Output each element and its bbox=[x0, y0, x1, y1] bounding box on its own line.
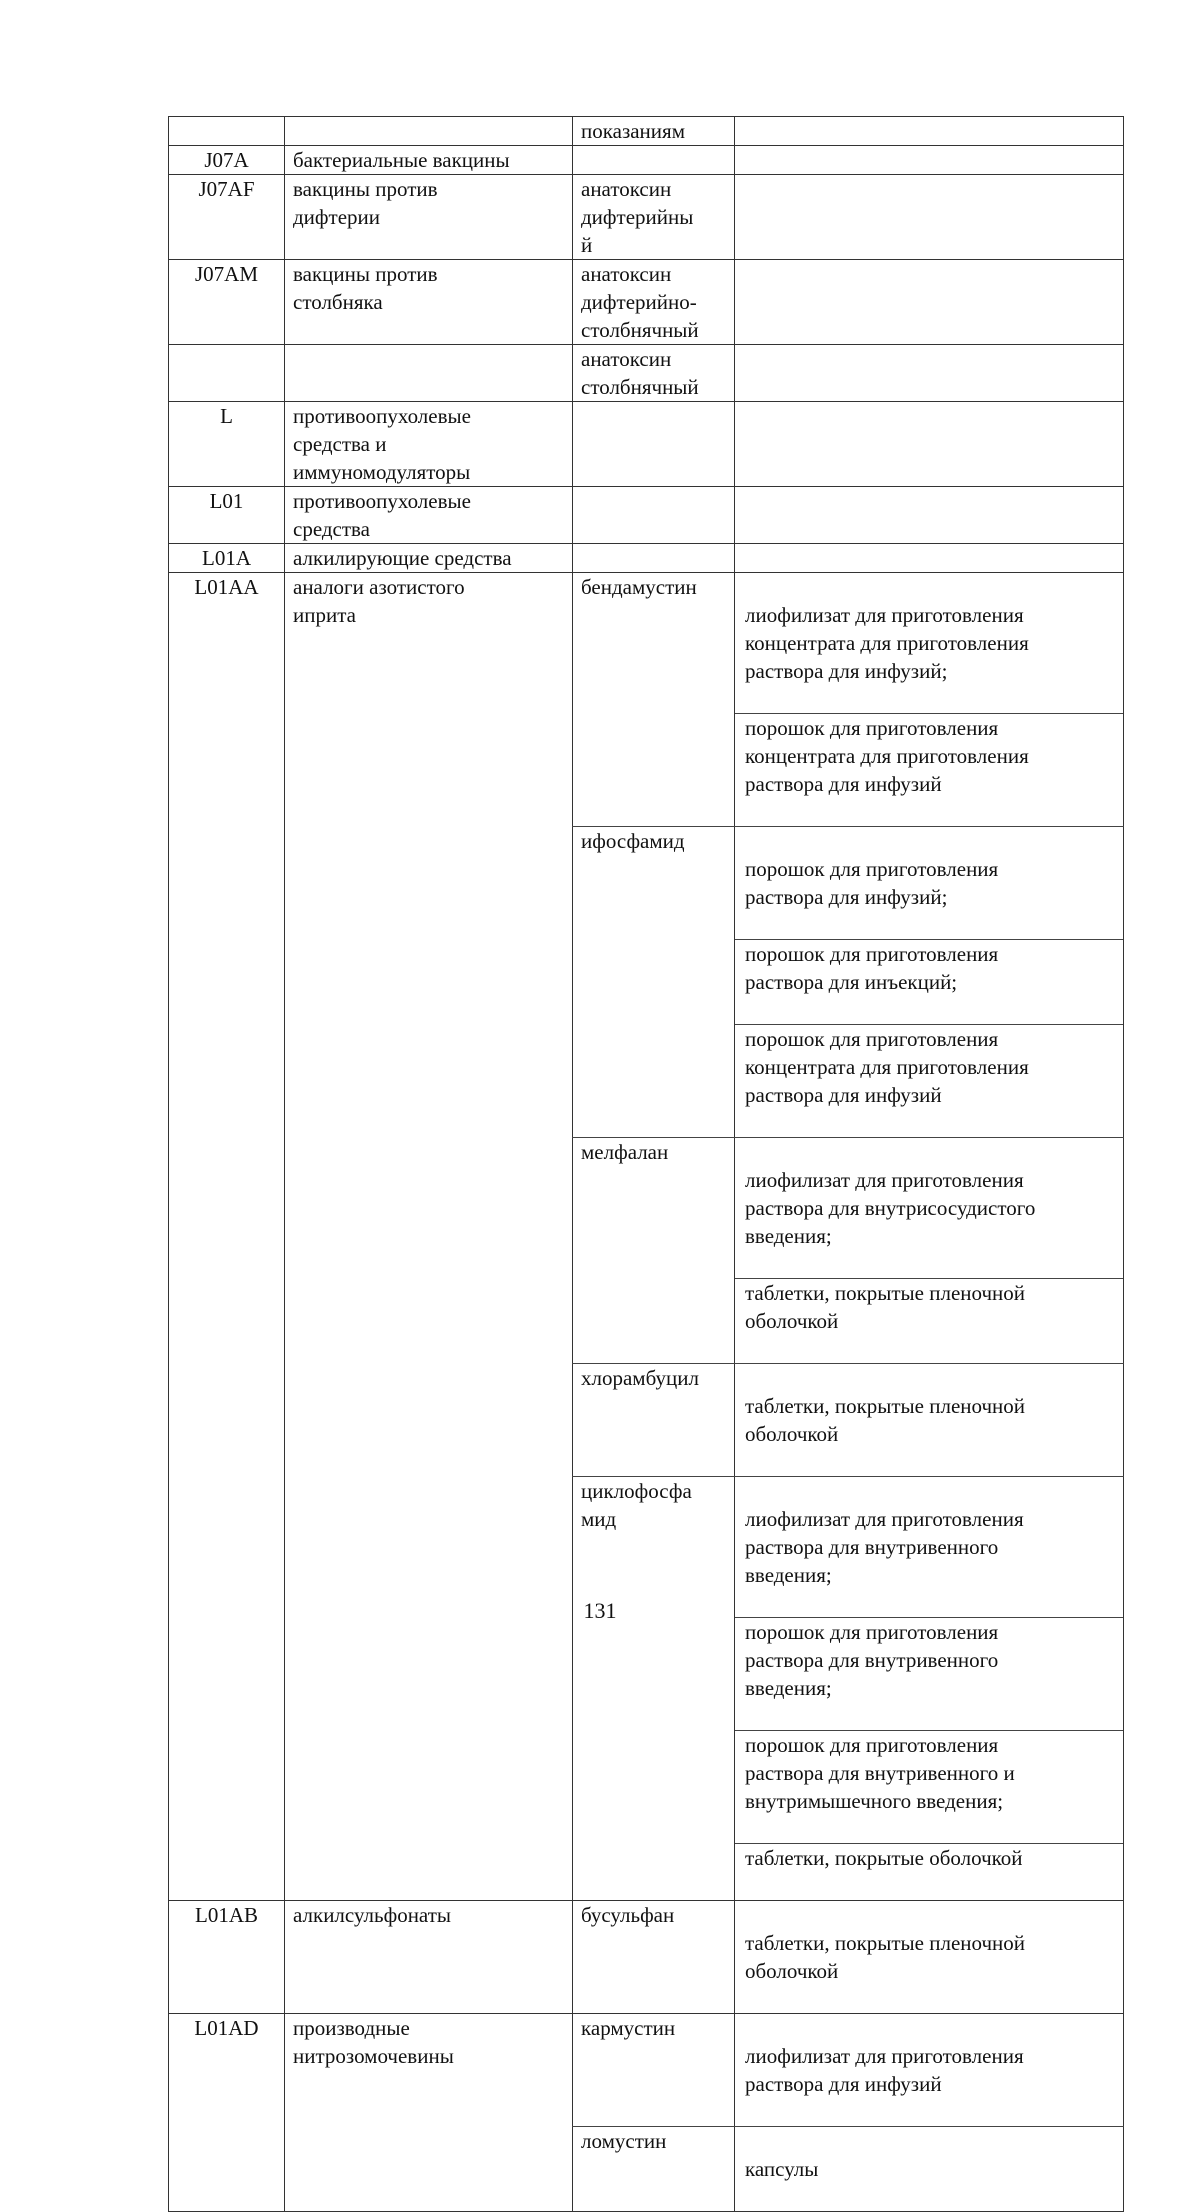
drug-entry bbox=[572, 1137, 1124, 1363]
atc-code-cell: L01AB bbox=[168, 1901, 284, 2013]
group-name-cell: противоопухолевые средства и иммуномодуляторы bbox=[284, 402, 572, 486]
group-name-cell: производные нитрозомочевины bbox=[284, 2014, 572, 2211]
group-name-cell bbox=[284, 117, 572, 145]
drug-entry bbox=[572, 2126, 1124, 2211]
dosage-form-cell bbox=[734, 402, 1124, 486]
group-name-cell: бактериальные вакцины bbox=[284, 146, 572, 174]
dosage-form: таблетки, покрытые оболочкой bbox=[735, 1843, 1123, 1872]
dosage-form: лиофилизат для приготовления концентрата для приготовления раствора для инфузий; bbox=[745, 603, 1029, 683]
page-number: 131 bbox=[583, 1598, 617, 1623]
atc-code-cell: L01AA bbox=[168, 573, 284, 1900]
drug-name-cell: бендамустин bbox=[572, 573, 734, 826]
drug-entry bbox=[572, 1901, 1124, 2013]
drug-list bbox=[572, 1901, 1124, 2013]
table-row bbox=[168, 344, 1124, 401]
atc-code-cell bbox=[168, 117, 284, 145]
drug-name-cell: анатоксин дифтерийны й bbox=[572, 175, 734, 259]
dosage-form: капсулы bbox=[745, 2157, 819, 2181]
dosage-form: таблетки, покрытые пленочной оболочкой bbox=[745, 1394, 1026, 1446]
dosage-form-cell bbox=[734, 487, 1124, 543]
dosage-form: порошок для приготовления раствора для инъекций; bbox=[735, 939, 1123, 996]
dosage-form-cell bbox=[734, 544, 1124, 572]
drug-name-cell: мелфалан bbox=[572, 1138, 734, 1363]
group-name-cell bbox=[284, 345, 572, 401]
dosage-form-cell bbox=[734, 345, 1124, 401]
drug-name-cell: кармустин bbox=[572, 2014, 734, 2126]
dosage-form-cell bbox=[734, 573, 1124, 826]
drug-name-cell: анатоксин дифтерийно- столбнячный bbox=[572, 260, 734, 344]
drug-name-cell bbox=[572, 402, 734, 486]
drug-entry bbox=[572, 573, 1124, 826]
table-row bbox=[168, 486, 1124, 543]
table-row bbox=[168, 259, 1124, 344]
dosage-form: порошок для приготовления концентрата для приготовления раствора для инфузий bbox=[735, 713, 1123, 798]
table-row bbox=[168, 145, 1124, 174]
table-row bbox=[168, 1900, 1124, 2013]
table-row bbox=[168, 2013, 1124, 2212]
drug-name-cell: хлорамбуцил bbox=[572, 1364, 734, 1476]
atc-code-cell bbox=[168, 345, 284, 401]
drug-name-cell bbox=[572, 544, 734, 572]
drug-list bbox=[572, 573, 1124, 1900]
drug-entry bbox=[572, 2014, 1124, 2126]
dosage-form-cell bbox=[734, 175, 1124, 259]
drug-entry bbox=[572, 1363, 1124, 1476]
atc-code-cell: J07AM bbox=[168, 260, 284, 344]
dosage-form-cell bbox=[734, 260, 1124, 344]
atc-code-cell: J07A bbox=[168, 146, 284, 174]
dosage-form: порошок для приготовления раствора для инфузий; bbox=[745, 857, 999, 909]
group-name-cell: вакцины против столбняка bbox=[284, 260, 572, 344]
dosage-form: таблетки, покрытые пленочной оболочкой bbox=[735, 1278, 1123, 1335]
drug-name-cell: показаниям bbox=[572, 117, 734, 145]
dosage-form-cell bbox=[734, 827, 1124, 1137]
atc-code-cell: J07AF bbox=[168, 175, 284, 259]
dosage-form-cell bbox=[734, 146, 1124, 174]
atc-code-cell: L01A bbox=[168, 544, 284, 572]
drug-list bbox=[572, 2014, 1124, 2211]
drug-name-cell bbox=[572, 146, 734, 174]
dosage-form: таблетки, покрытые пленочной оболочкой bbox=[745, 1931, 1026, 1983]
drug-name-cell: циклофосфа мид bbox=[572, 1477, 734, 1900]
group-name-cell: алкилирующие средства bbox=[284, 544, 572, 572]
group-name-cell: вакцины против дифтерии bbox=[284, 175, 572, 259]
dosage-form-cell bbox=[734, 1901, 1124, 2013]
table-row bbox=[168, 543, 1124, 572]
table-row bbox=[168, 174, 1124, 259]
dosage-form-cell bbox=[734, 1477, 1124, 1900]
group-name-cell: алкилсульфонаты bbox=[284, 1901, 572, 2013]
group-name-cell: аналоги азотистого иприта bbox=[284, 573, 572, 1900]
drug-name-cell bbox=[572, 487, 734, 543]
dosage-form: лиофилизат для приготовления раствора для внутрисосудистого введения; bbox=[745, 1168, 1036, 1248]
dosage-form-cell bbox=[734, 2127, 1124, 2211]
atc-code-cell: L bbox=[168, 402, 284, 486]
table-row bbox=[168, 116, 1124, 145]
atc-code-cell: L01AD bbox=[168, 2014, 284, 2211]
group-name-cell: противоопухолевые средства bbox=[284, 487, 572, 543]
drug-name-cell: ифосфамид bbox=[572, 827, 734, 1137]
dosage-form: порошок для приготовления раствора для внутривенного и внутримышечного введения; bbox=[735, 1730, 1123, 1815]
drug-entry bbox=[572, 826, 1124, 1137]
drug-name-cell: бусульфан bbox=[572, 1901, 734, 2013]
drug-entry bbox=[572, 1476, 1124, 1900]
dosage-form-cell bbox=[734, 2014, 1124, 2126]
table-row bbox=[168, 401, 1124, 486]
table-row bbox=[168, 572, 1124, 1900]
drug-table bbox=[168, 116, 1124, 2212]
dosage-form: порошок для приготовления концентрата для приготовления раствора для инфузий bbox=[735, 1024, 1123, 1109]
drug-name-cell: анатоксин столбнячный bbox=[572, 345, 734, 401]
dosage-form-cell bbox=[734, 1138, 1124, 1363]
dosage-form: порошок для приготовления раствора для внутривенного введения; bbox=[735, 1617, 1123, 1702]
dosage-form: лиофилизат для приготовления раствора для инфузий bbox=[745, 2044, 1024, 2096]
drug-name-cell: ломустин bbox=[572, 2127, 734, 2211]
atc-code-cell: L01 bbox=[168, 487, 284, 543]
dosage-form-cell bbox=[734, 1364, 1124, 1476]
dosage-form: лиофилизат для приготовления раствора для внутривенного введения; bbox=[745, 1507, 1024, 1587]
dosage-form-cell bbox=[734, 117, 1124, 145]
